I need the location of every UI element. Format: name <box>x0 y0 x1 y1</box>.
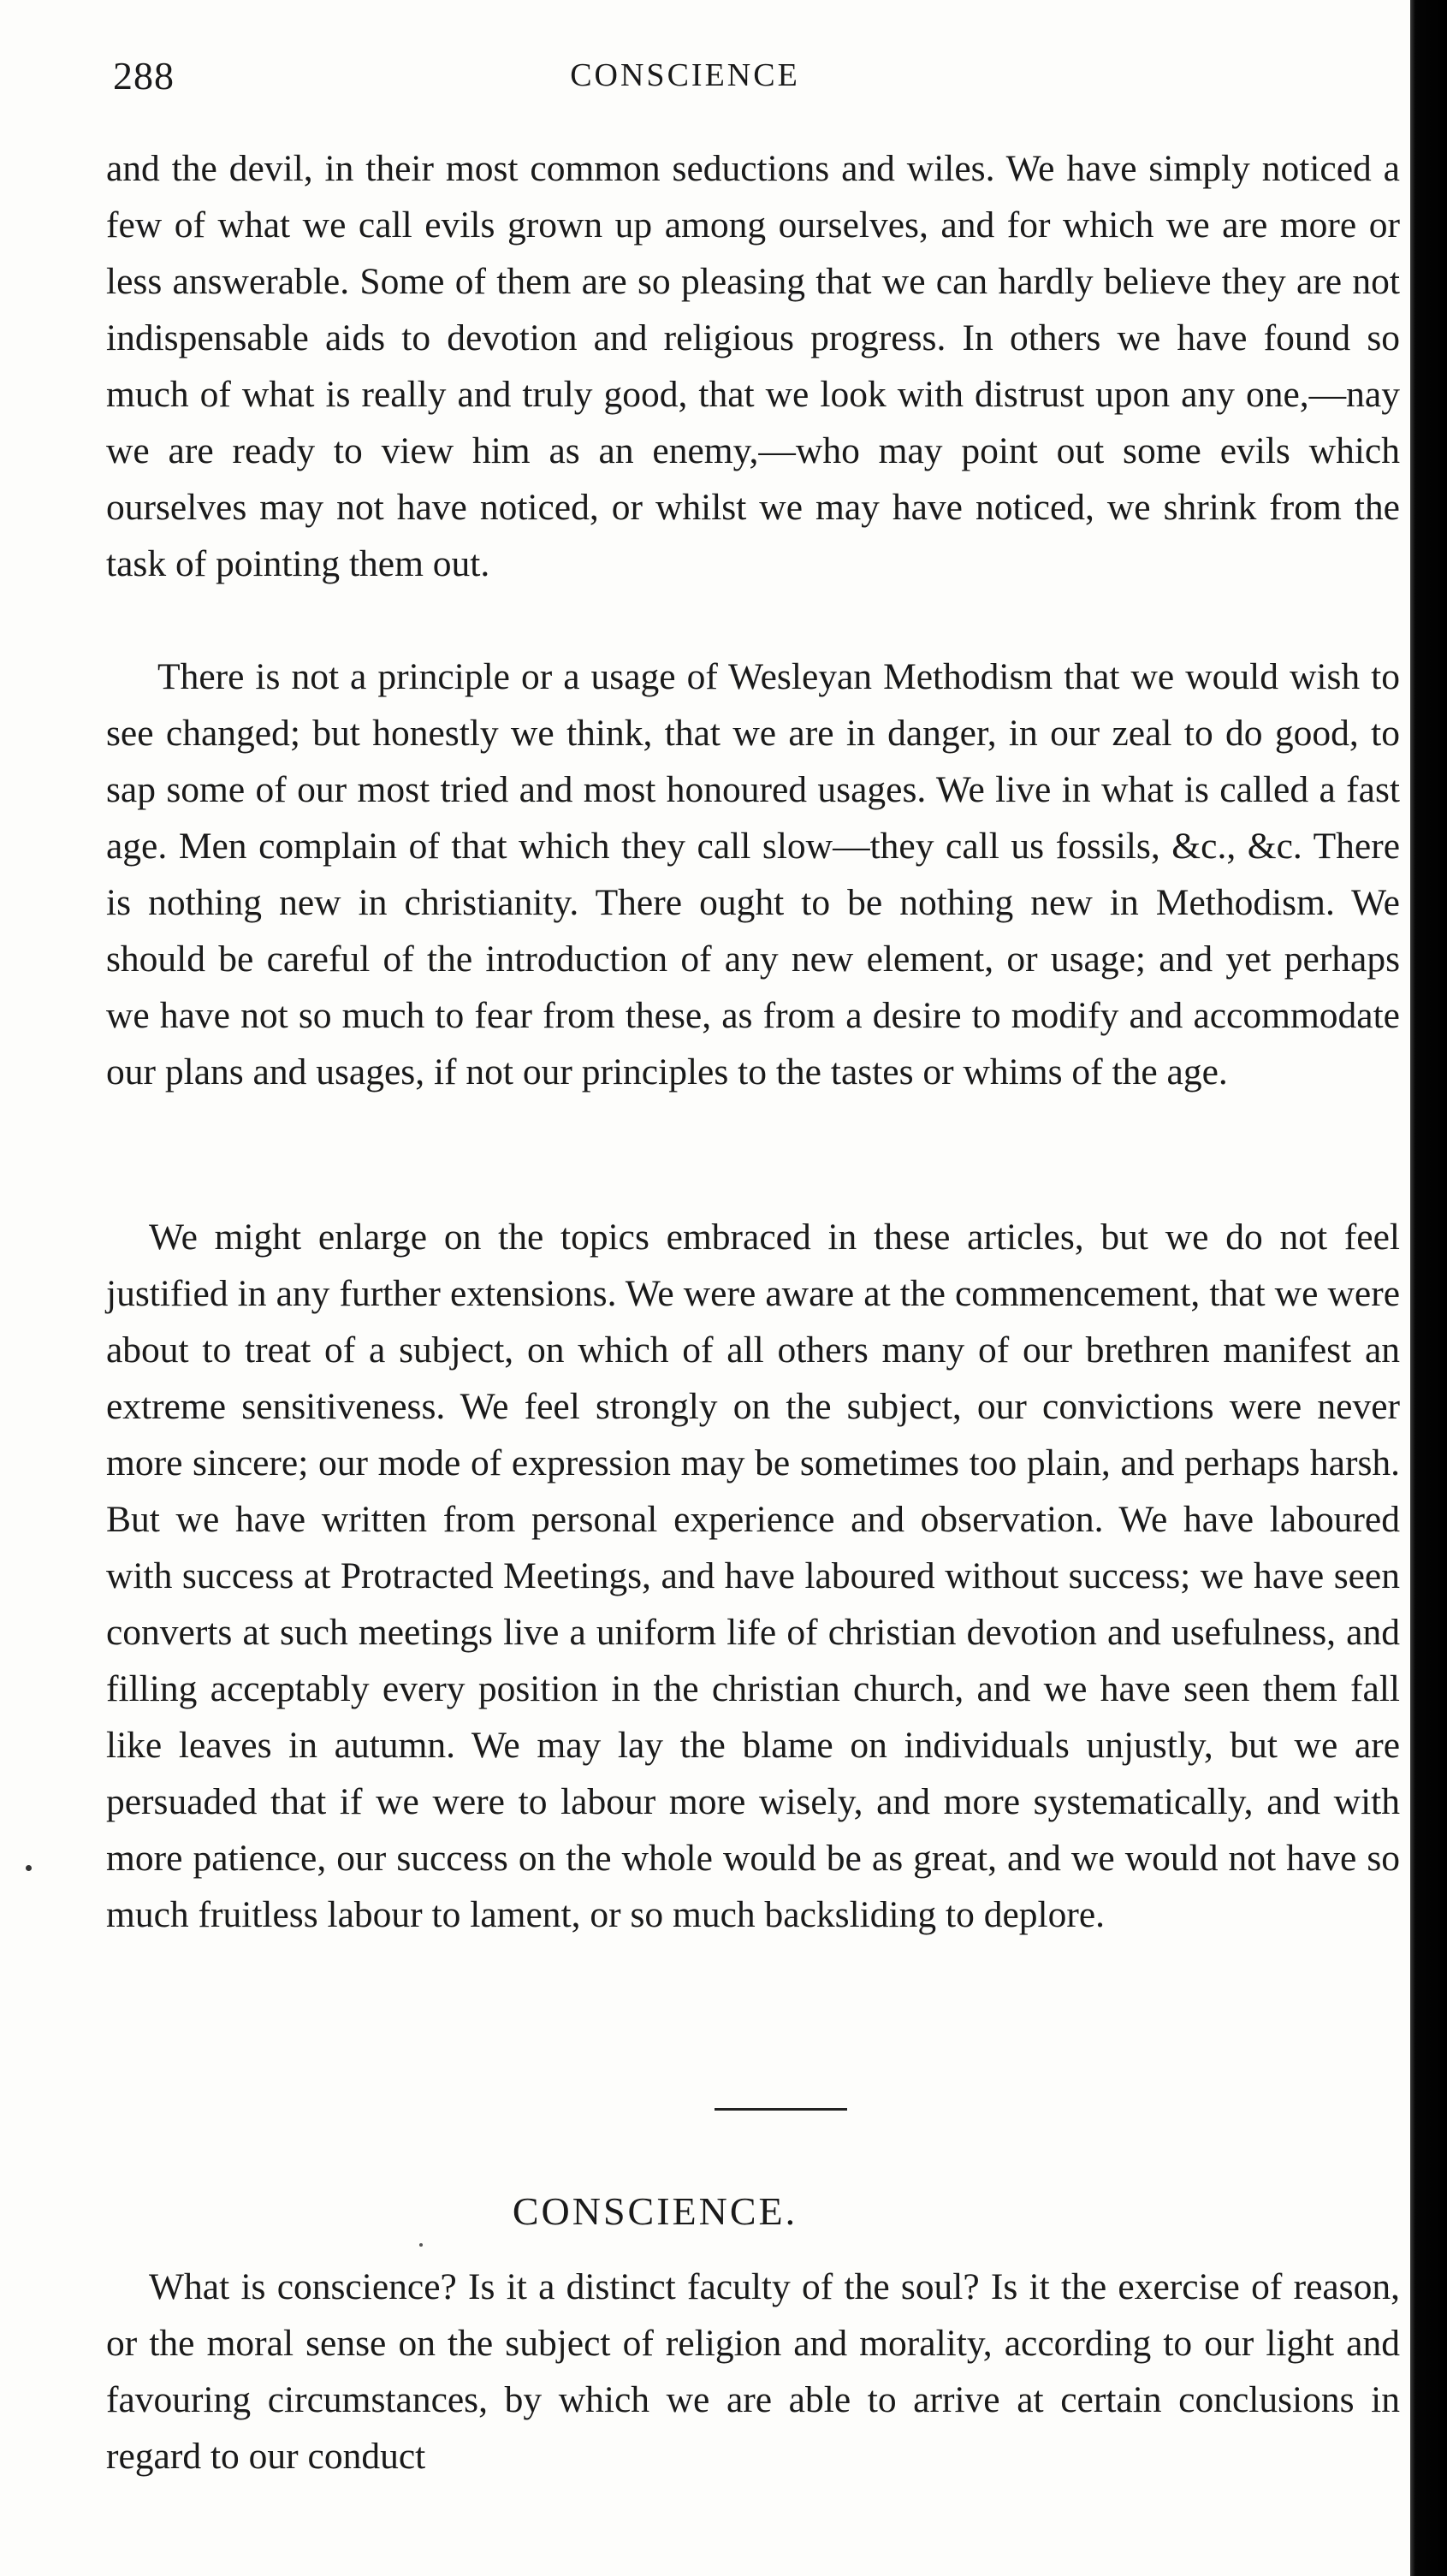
body-paragraph <box>106 648 1400 1100</box>
page-number: 288 <box>113 54 175 98</box>
section-divider <box>715 2108 847 2111</box>
running-head: CONSCIENCE <box>570 57 800 93</box>
body-paragraph <box>106 140 1400 592</box>
section-paragraph <box>106 2259 1400 2484</box>
ink-speck <box>419 2243 423 2247</box>
paragraph-text: What is conscience? Is it a distinct faculty of the soul? Is it the exercise of reason, or the moral sense on the subject of religion and morality, according to our light and favouring circumstances, by which we are able to arrive at certain conclusions in regard to our conduct <box>106 2266 1400 2477</box>
ink-speck <box>26 1865 32 1871</box>
binding-shadow <box>1410 0 1447 2576</box>
paragraph-text: We might enlarge on the topics embraced in these articles, but we do not feel justified in any further extensions. We were aware at the commencement, that we were about to treat of a subject, on which of all others many of our brethren manifest an extreme sensitiveness. We feel strongly on the subject, our convictions were never more sincere; our mode of expression may be sometimes too plain, and perhaps harsh. But we have written from personal experience and observation. We have laboured with success at Protracted Meetings, and have laboured without success; we have seen converts at such meetings live a uniform life of christian devotion and usefulness, and filling acceptably every position in the christian church, and we have seen them fall like leaves in autumn. We may lay the blame on individuals unjustly, but we are persuaded that if we were to labour more wisely, and more systematically, and with more patience, our success on the whole would be as great, and we would not have so much fruitless labour to lament, or so much backsliding to deplore. <box>106 1217 1400 1935</box>
paragraph-text: and the devil, in their most common seductions and wiles. We have simply noticed a few of what we call evils grown up among ourselves, and for which we are more or less answerable. Some of them are so pleasing that we can hardly believe they are not indispensable aids to devotion and religious progress. In others we have found so much of what is really and truly good, that we look with distrust upon any one,—nay we are ready to view him as an enemy,—who may point out some evils which ourselves may not have noticed, or whilst we may have noticed, we shrink from the task of pointing them out. <box>106 148 1400 584</box>
paragraph-text: There is not a principle or a usage of Wesleyan Methodism that we would wish to see changed; but honestly we think, that we are in danger, in our zeal to do good, to sap some of our most tried and most honoured usages. We live in what is called a fast age. Men complain of that which they call slow—they call us fossils, &c., &c. There is nothing new in christianity. There ought to be nothing new in Methodism. We should be careful of the introduction of any new element, or usage; and yet perhaps we have not so much to fear from these, as from a desire to modify and accommodate our plans and usages, if not our principles to the tastes or whims of the age. <box>106 656 1400 1093</box>
section-title: CONSCIENCE. <box>512 2189 798 2233</box>
body-paragraph <box>106 1209 1400 1943</box>
